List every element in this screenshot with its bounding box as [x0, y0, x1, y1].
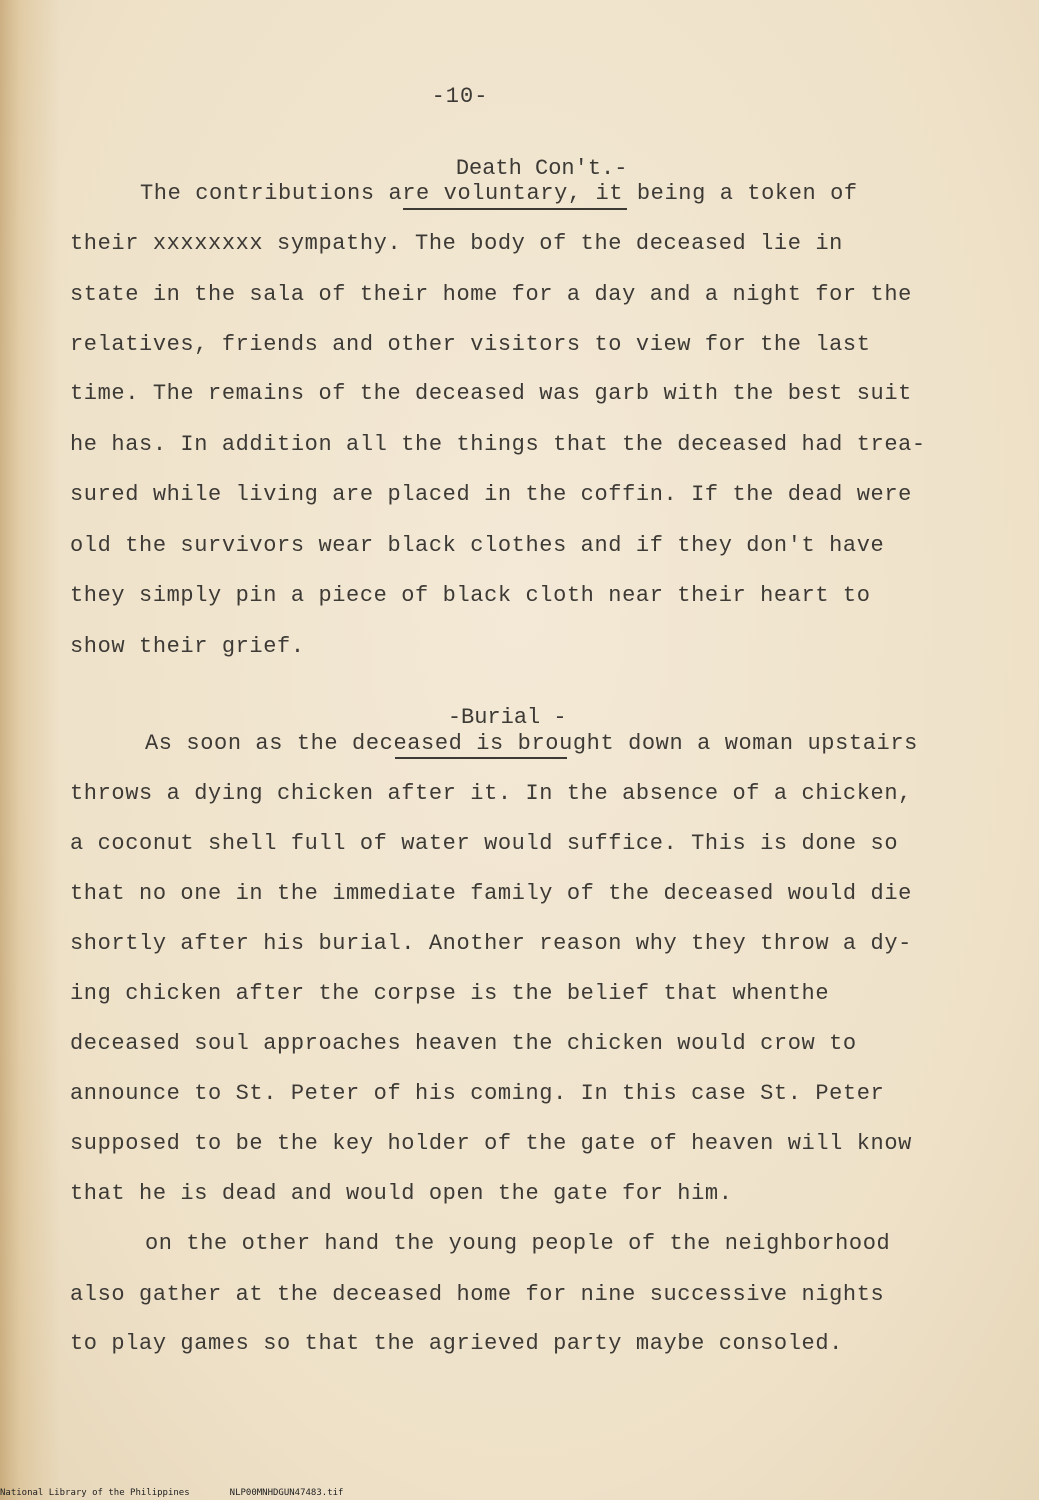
text-line: he has. In addition all the things that the deceased had trea-: [70, 432, 926, 457]
text-line: time. The remains of the deceased was garb with the best suit: [70, 381, 912, 406]
text-line: deceased soul approaches heaven the chicken would crow to: [70, 1031, 857, 1056]
text-line: a coconut shell full of water would suffice. This is done so: [70, 831, 899, 856]
text-line: ing chicken after the corpse is the belief that whenthe: [70, 981, 830, 1006]
text-line: their xxxxxxxx sympathy. The body of the deceased lie in: [70, 231, 843, 256]
footer-file: NLP00MNHDGUN47483.tif: [229, 1488, 344, 1498]
text-line: state in the sala of their home for a day and a night for the: [70, 282, 912, 307]
text-line: old the survivors wear black clothes and if they don't have: [70, 533, 885, 558]
text-line: The contributions are voluntary, it being a token of: [140, 181, 858, 206]
scan-footer: [0, 1488, 383, 1498]
text-line: they simply pin a piece of black cloth near their heart to: [70, 583, 871, 608]
heading-underline: [395, 757, 567, 759]
text-line: As soon as the deceased is brought down a woman upstairs: [145, 731, 918, 756]
text-line: that no one in the immediate family of the deceased would die: [70, 881, 912, 906]
text-line: relatives, friends and other visitors to view for the last: [70, 332, 871, 357]
text-line: supposed to be the key holder of the gate of heaven will know: [70, 1131, 912, 1156]
text-line: also gather at the deceased home for nine successive nights: [70, 1282, 885, 1307]
text-line: sured while living are placed in the coffin. If the dead were: [70, 482, 912, 507]
footer-library: National Library of the Philippines: [0, 1488, 190, 1498]
text-line: that he is dead and would open the gate for him.: [70, 1181, 733, 1206]
heading-underline: [403, 208, 627, 210]
text-line: shortly after his burial. Another reason why they throw a dy-: [70, 931, 912, 956]
text-line: to play games so that the agrieved party maybe consoled.: [70, 1331, 843, 1356]
heading-text: Death Con't.-: [455, 156, 628, 181]
heading-text: -Burial -: [447, 705, 567, 730]
text-line: show their grief.: [70, 634, 305, 659]
text-line: throws a dying chicken after it. In the absence of a chicken,: [70, 781, 912, 806]
text-line: announce to St. Peter of his coming. In this case St. Peter: [70, 1081, 885, 1106]
page-number: -10-: [431, 84, 489, 109]
text-line: on the other hand the young people of the neighborhood: [145, 1231, 891, 1256]
